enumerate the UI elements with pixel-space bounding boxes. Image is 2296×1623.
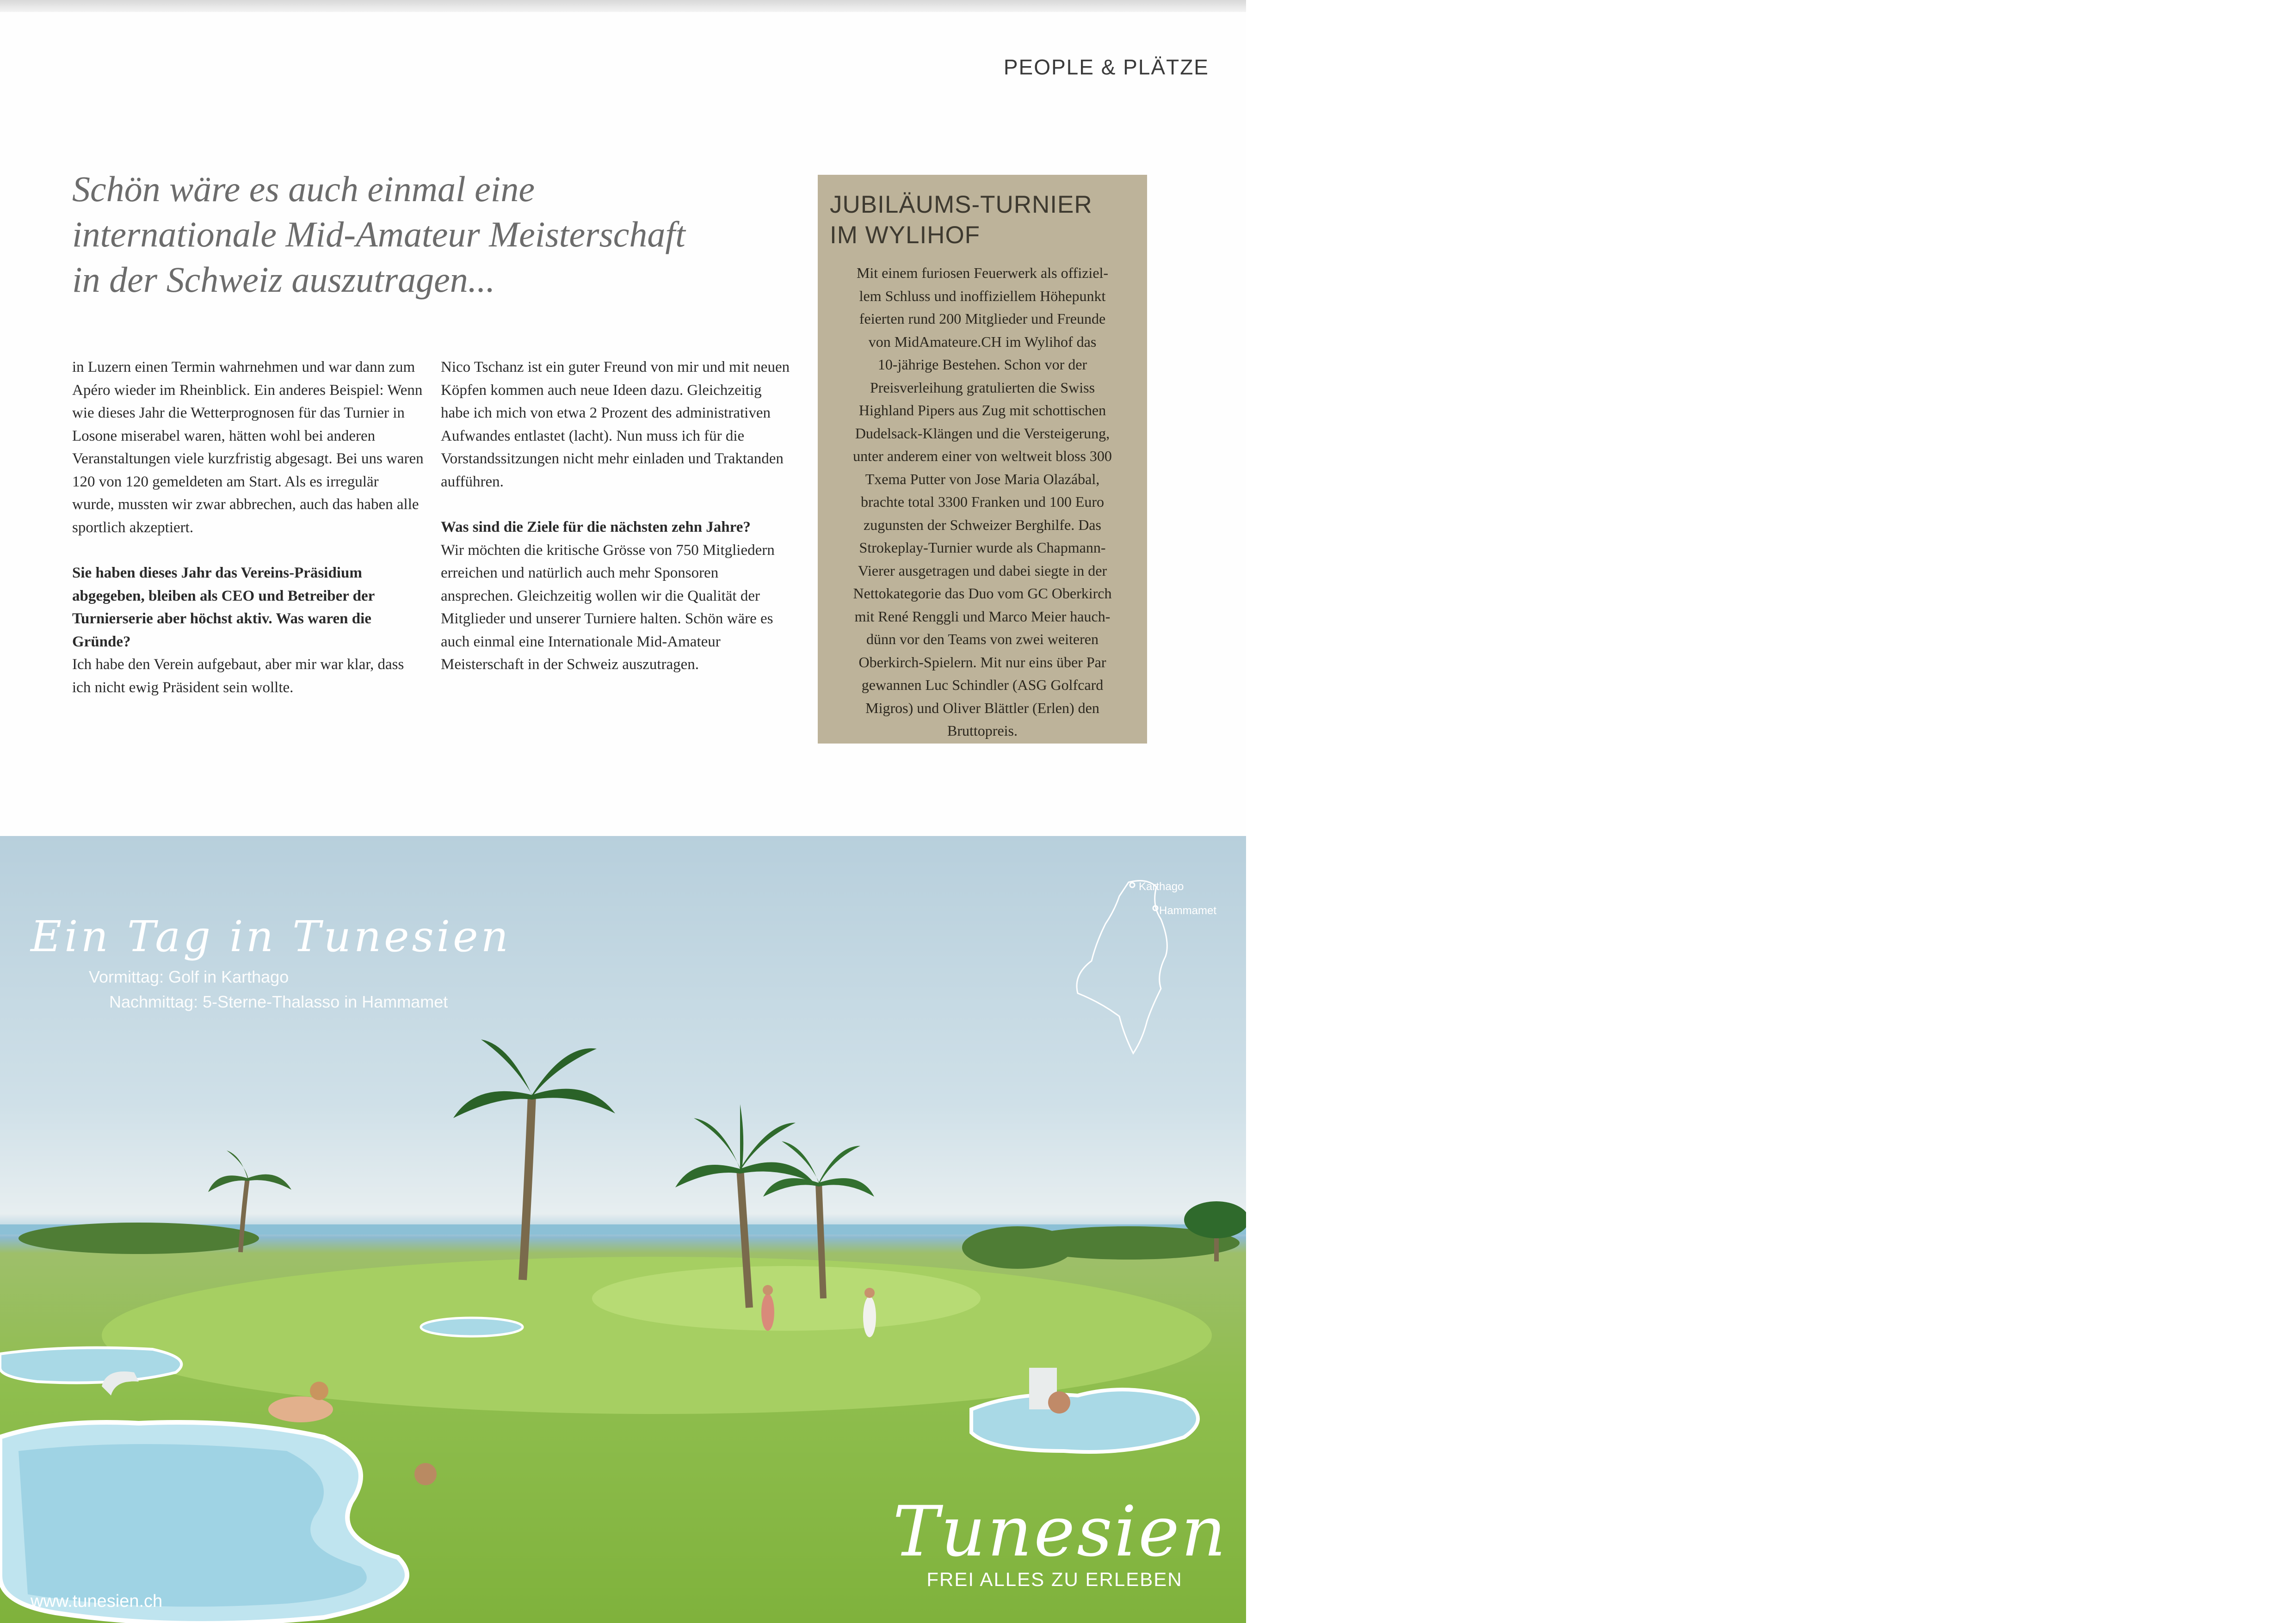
sidebar-line: brachte total 3300 Franken und 100 Euro xyxy=(860,493,1105,510)
ad-website-url[interactable]: www.tunesien.ch xyxy=(31,1592,163,1611)
tunesien-logo xyxy=(893,1492,1228,1591)
sidebar-line: zugunsten der Schweizer Berghilfe. Das xyxy=(864,516,1101,533)
section-label: PEOPLE & PLÄTZE xyxy=(1003,55,1209,79)
interview-answer: Ich habe den Verein aufgebaut, aber mir war klar, dass ich nicht ewig Präsident sein wollte. xyxy=(72,656,404,696)
pull-quote-line: Schön wäre es auch einmal eine xyxy=(72,169,535,209)
tunisia-advertisement xyxy=(0,836,1246,1623)
blank-area xyxy=(1246,0,2296,1623)
sidebar-line: Oberkirch-Spielern. Mit nur eins über Par xyxy=(858,653,1106,670)
pull-quote-line: in der Schweiz auszutragen... xyxy=(72,259,495,300)
sidebar-line: Highland Pipers aus Zug mit schottischen xyxy=(858,402,1106,418)
interview-question: Sie haben dieses Jahr das Vereins-Präsidium abgegeben, bleiben als CEO und Betreiber der Turnierserie aber höchst aktiv. Was waren die Gründe? xyxy=(72,565,375,650)
sidebar-line: unter anderem einer von weltweit bloss 300 xyxy=(853,448,1112,464)
article-paragraph: in Luzern einen Termin wahrnehmen und war dann zum Apéro wieder im Rheinblick. Ein anderes Beispiel: Wenn wie dieses Jahr die Wetterprognosen für das Turnier in Losone miserabel waren, hätten wohl bei anderen Veranstaltungen viele kurzfristig abgesagt. Bei uns waren 120 von 120 gemeldeten am Start. Als es irregulär wurde, mussten wir zwar abbrechen, auch das haben alle sportlich akzeptiert. xyxy=(72,359,424,536)
sidebar-line: Vierer ausgetragen und dabei siegte in der xyxy=(858,562,1107,579)
brand-name: Tunesien xyxy=(893,1492,1228,1572)
sidebar-line: Nettokategorie das Duo vom GC Oberkirch xyxy=(853,585,1112,602)
article-column-1 xyxy=(72,356,424,722)
sidebar-line: dünn vor den Teams von zwei weiteren xyxy=(866,631,1099,647)
sidebar-title-line: JUBILÄUMS-TURNIER xyxy=(830,191,1092,218)
thalasso-pool xyxy=(971,1389,1198,1452)
tunisia-map xyxy=(1064,868,1203,1063)
sidebar-line: mit René Renggli und Marco Meier hauch- xyxy=(854,608,1111,625)
brand-slogan: FREI ALLES ZU ERLEBEN xyxy=(926,1568,1183,1590)
sidebar-line: Migros) und Oliver Blättler (Erlen) den xyxy=(865,699,1099,716)
scan-top-edge xyxy=(0,0,1246,12)
sidebar-line: lem Schluss und inoffiziellem Höhepunkt xyxy=(859,287,1106,304)
pull-quote-line: internationale Mid-Amateur Meisterschaft xyxy=(72,214,685,254)
sidebar-title xyxy=(830,190,1135,251)
sidebar-box xyxy=(818,175,1147,744)
sidebar-line: feierten rund 200 Mitglieder und Freunde xyxy=(859,310,1106,327)
sidebar-line: gewannen Luc Schindler (ASG Golfcard xyxy=(861,676,1104,693)
article-column-2 xyxy=(441,356,792,699)
interview-question: Was sind die Ziele für die nächsten zehn Jahre? xyxy=(441,519,751,535)
sidebar-line: Preisverleihung gratulierten die Swiss xyxy=(870,379,1095,396)
interview-block xyxy=(72,562,424,699)
palm-tree xyxy=(453,1039,615,1280)
sidebar-line: 10-jährige Bestehen. Schon vor der xyxy=(877,356,1087,373)
sidebar-title-line: IM WYLIHOF xyxy=(830,221,981,249)
sidebar-line: Mit einem furiosen Feuerwerk als offiziel- xyxy=(856,264,1109,281)
interview-block xyxy=(441,516,792,676)
map-label-hammamet: Hammamet xyxy=(1159,904,1217,917)
ad-afternoon-line: Nachmittag: 5-Sterne-Thalasso in Hammamet xyxy=(109,992,448,1011)
map-label-karthago: Karthago xyxy=(1139,880,1184,893)
thalasso-pool xyxy=(0,1348,181,1383)
sidebar-line: Bruttopreis. xyxy=(947,722,1018,739)
pull-quote xyxy=(72,166,757,302)
article-paragraph: Nico Tschanz ist ein guter Freund von mir und mit neuen Köpfen kommen auch neue Ideen dazu. Gleichzeitig habe ich mich von etwa 2 Prozent des administrativen Aufwandes entlastet (lacht). Nun muss ich für die Vorstandssitzungen nicht mehr einladen und Traktanden aufführen. xyxy=(441,359,790,490)
sidebar-line: Txema Putter von Jose Maria Olazábal, xyxy=(865,470,1100,487)
karthago-marker xyxy=(1130,883,1135,887)
ad-headline: Ein Tag in Tunesien xyxy=(31,912,511,961)
sidebar-line: Dudelsack-Klängen und die Versteigerung, xyxy=(855,424,1110,442)
sidebar-body xyxy=(830,262,1135,743)
sidebar-line: Strokeplay-Turnier wurde als Chapmann- xyxy=(859,539,1106,556)
ad-morning-line: Vormittag: Golf in Karthago xyxy=(89,967,289,986)
sidebar-line: von MidAmateure.CH im Wylihof das xyxy=(868,333,1097,350)
interview-answer: Wir möchten die kritische Grösse von 750 Mitgliedern erreichen und natürlich auch mehr Sponsoren ansprechen. Gleichzeitig wollen wir die Qualität der Mitglieder und unserer Turniere halten. Schön wäre es auch einmal eine Internationale Mid-Amateur Meisterschaft in der Schweiz auszutragen. xyxy=(441,541,775,673)
putting-green xyxy=(592,1266,981,1331)
thalasso-pool xyxy=(421,1318,523,1336)
